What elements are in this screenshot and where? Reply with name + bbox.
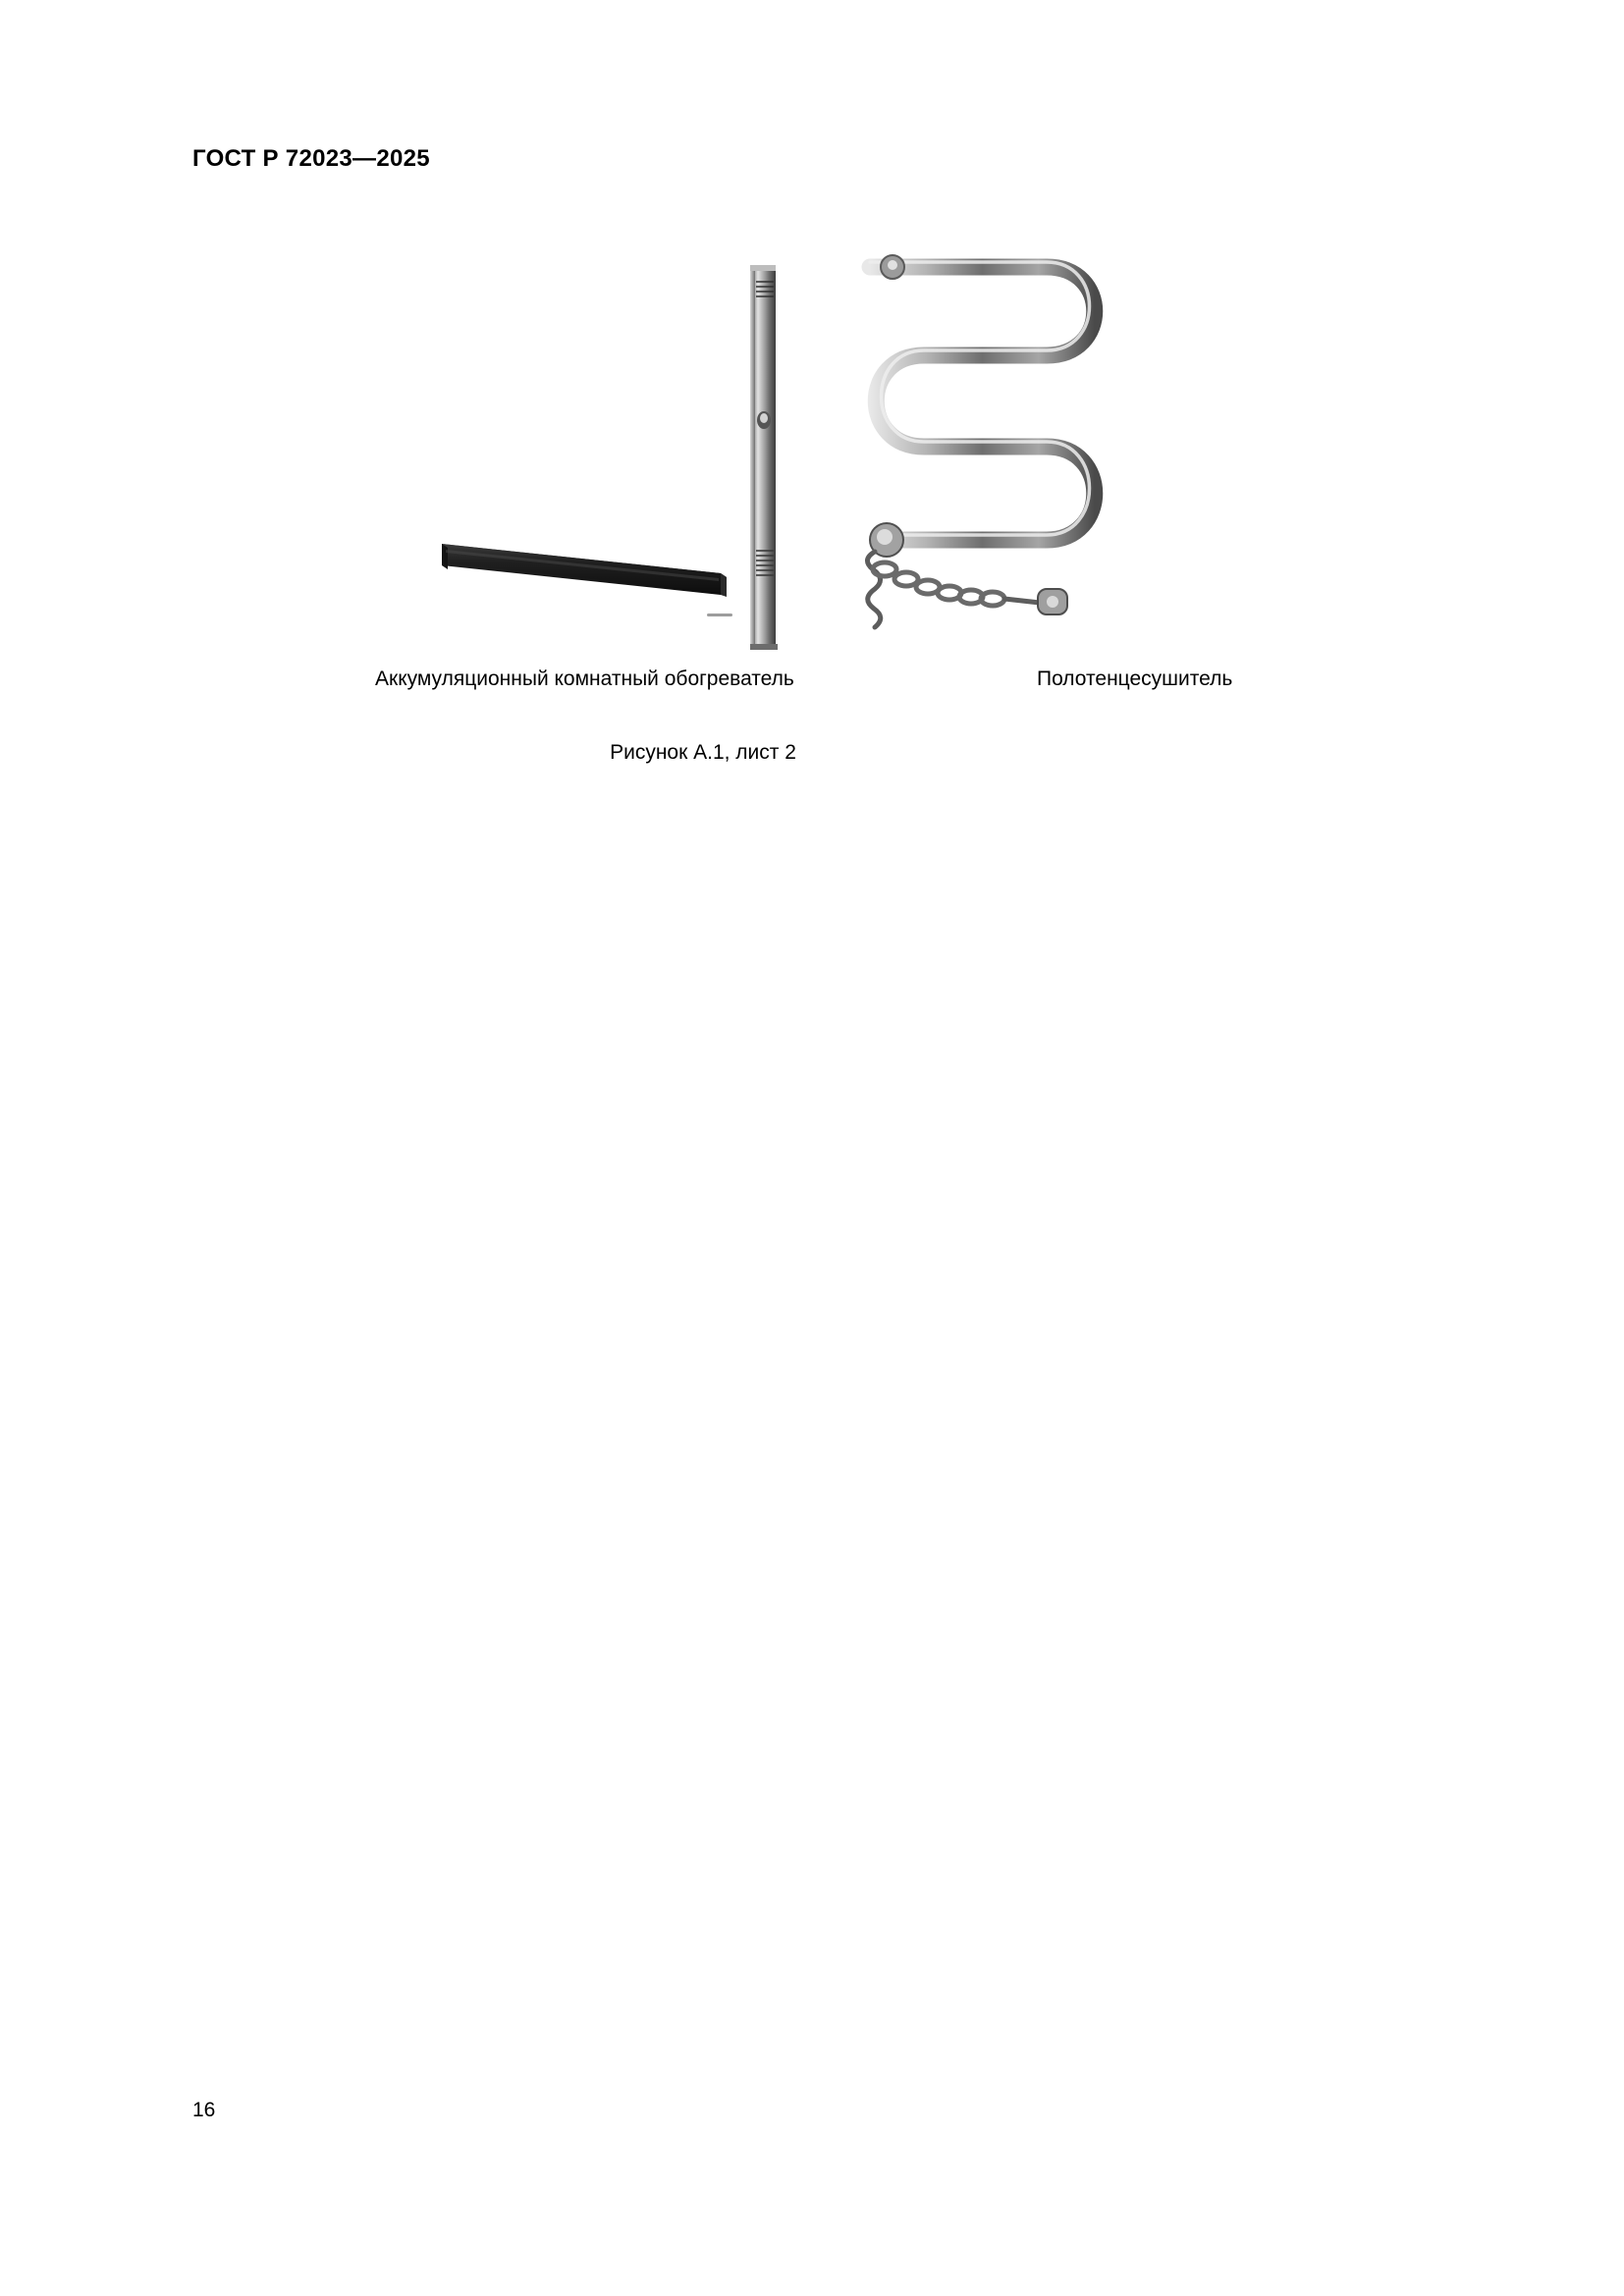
page-number: 16 [192, 2099, 216, 2121]
figure-captions [192, 667, 1430, 697]
accumulation-room-heater-photo [440, 530, 734, 601]
wall-panel-heater-photo [691, 255, 809, 658]
caption-accumulation-room-heater: Аккумуляционный комнатный обогреватель [375, 667, 794, 690]
figure-title-text: Рисунок А.1, лист 2 [610, 741, 796, 764]
caption-towel-dryer: Полотенцесушитель [1037, 667, 1233, 690]
page-title: ГОСТ Р 72023—2025 [192, 145, 430, 172]
towel-dryer-photo [836, 245, 1179, 658]
figure-title [192, 741, 1430, 765]
figure-images [192, 236, 1430, 658]
figure-a1-sheet2 [192, 236, 1430, 764]
